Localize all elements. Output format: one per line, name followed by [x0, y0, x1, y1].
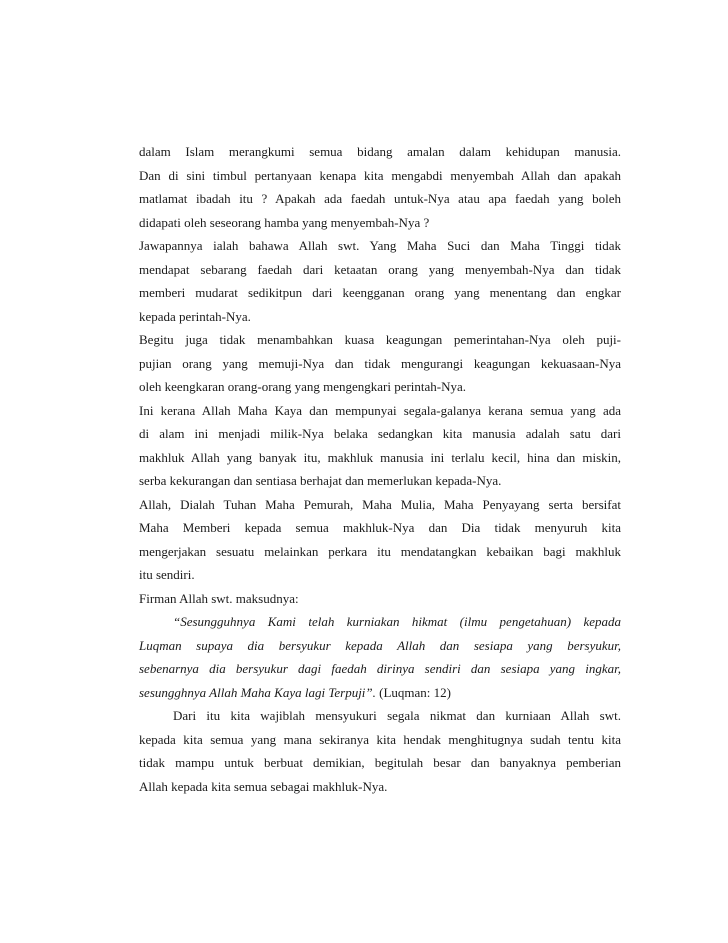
text-line: di alam ini menjadi milik-Nya belaka sedangkan kita manusia adalah satu dari — [139, 426, 621, 441]
text-line: memberi mudarat sedikitpun dari keengganan orang yang menentang dan engkar — [139, 285, 621, 300]
text-line: mengerjakan sesuatu melainkan perkara itu mendatangkan kebaikan bagi makhluk — [139, 543, 621, 559]
text-line: Allah kepada kita semua sebagai makhluk-Nya. — [139, 778, 388, 794]
text-line: makhluk Allah yang banyak itu, makhluk manusia ini terlalu kecil, hina dan miskin, — [139, 449, 621, 465]
text-line: Maha Memberi kepada semua makhluk-Nya dan Dia tidak menyuruh kita — [139, 520, 621, 535]
text-line: serba kekurangan dan sentiasa berhajat dan memerlukan kepada-Nya. — [139, 473, 502, 488]
text-line: Firman Allah swt. maksudnya: — [139, 590, 299, 606]
text-line: itu sendiri. — [139, 567, 195, 582]
text-line: Begitu juga tidak menambahkan kuasa keagungan pemerintahan-Nya oleh puji- — [139, 332, 621, 347]
text-line: dalam Islam merangkumi semua bidang amalan dalam kehidupan manusia. — [139, 144, 621, 159]
quote-text: sesungghnya Allah Maha Kaya lagi Terpuji”. — [139, 684, 376, 700]
text-line: Dari itu kita wajiblah mensyukuri segala nikmat dan kurniaan Allah swt. — [173, 708, 621, 723]
text-line: Dan di sini timbul pertanyaan kenapa kita mengabdi menyembah Allah dan apakah — [139, 167, 621, 183]
text-line: Ini kerana Allah Maha Kaya dan mempunyai segala-galanya kerana semua yang ada — [139, 402, 621, 418]
text-line: mendapat sebarang faedah dari ketaatan orang yang menyembah-Nya dan tidak — [139, 261, 621, 277]
text-line: kepada perintah-Nya. — [139, 308, 251, 324]
quote-reference: (Luqman: 12) — [375, 684, 451, 700]
text-line: Allah, Dialah Tuhan Maha Pemurah, Maha Mulia, Maha Penyayang serta bersifat — [139, 496, 621, 512]
text-line: pujian orang yang memuji-Nya dan tidak mengurangi keagungan kekuasaan-Nya — [139, 355, 621, 371]
text-line: kepada kita semua yang mana sekiranya kita hendak menghitugnya sudah tentu kita — [139, 731, 621, 747]
quote-line: “Sesungguhnya Kami telah kurniakan hikmat (ilmu pengetahuan) kepada — [173, 614, 621, 629]
text-line: Jawapannya ialah bahawa Allah swt. Yang Maha Suci dan Maha Tinggi tidak — [139, 238, 621, 253]
quote-line — [139, 681, 621, 705]
text-line: tidak mampu untuk berbuat demikian, begitulah besar dan banyaknya pemberian — [139, 755, 621, 770]
text-line: matlamat ibadah itu ? Apakah ada faedah untuk-Nya atau apa faedah yang boleh — [139, 191, 621, 206]
quote-line: sebenarnya dia bersyukur dagi faedah dirinya sendiri dan sesiapa yang ingkar, — [139, 661, 621, 676]
body-text — [139, 140, 621, 798]
text-line: didapati oleh seseorang hamba yang menyembah-Nya ? — [139, 214, 430, 230]
text-line: oleh keengkaran orang-orang yang mengengkari perintah-Nya. — [139, 379, 467, 394]
quote-line: Luqman supaya dia bersyukur kepada Allah dan sesiapa yang bersyukur, — [139, 637, 621, 653]
